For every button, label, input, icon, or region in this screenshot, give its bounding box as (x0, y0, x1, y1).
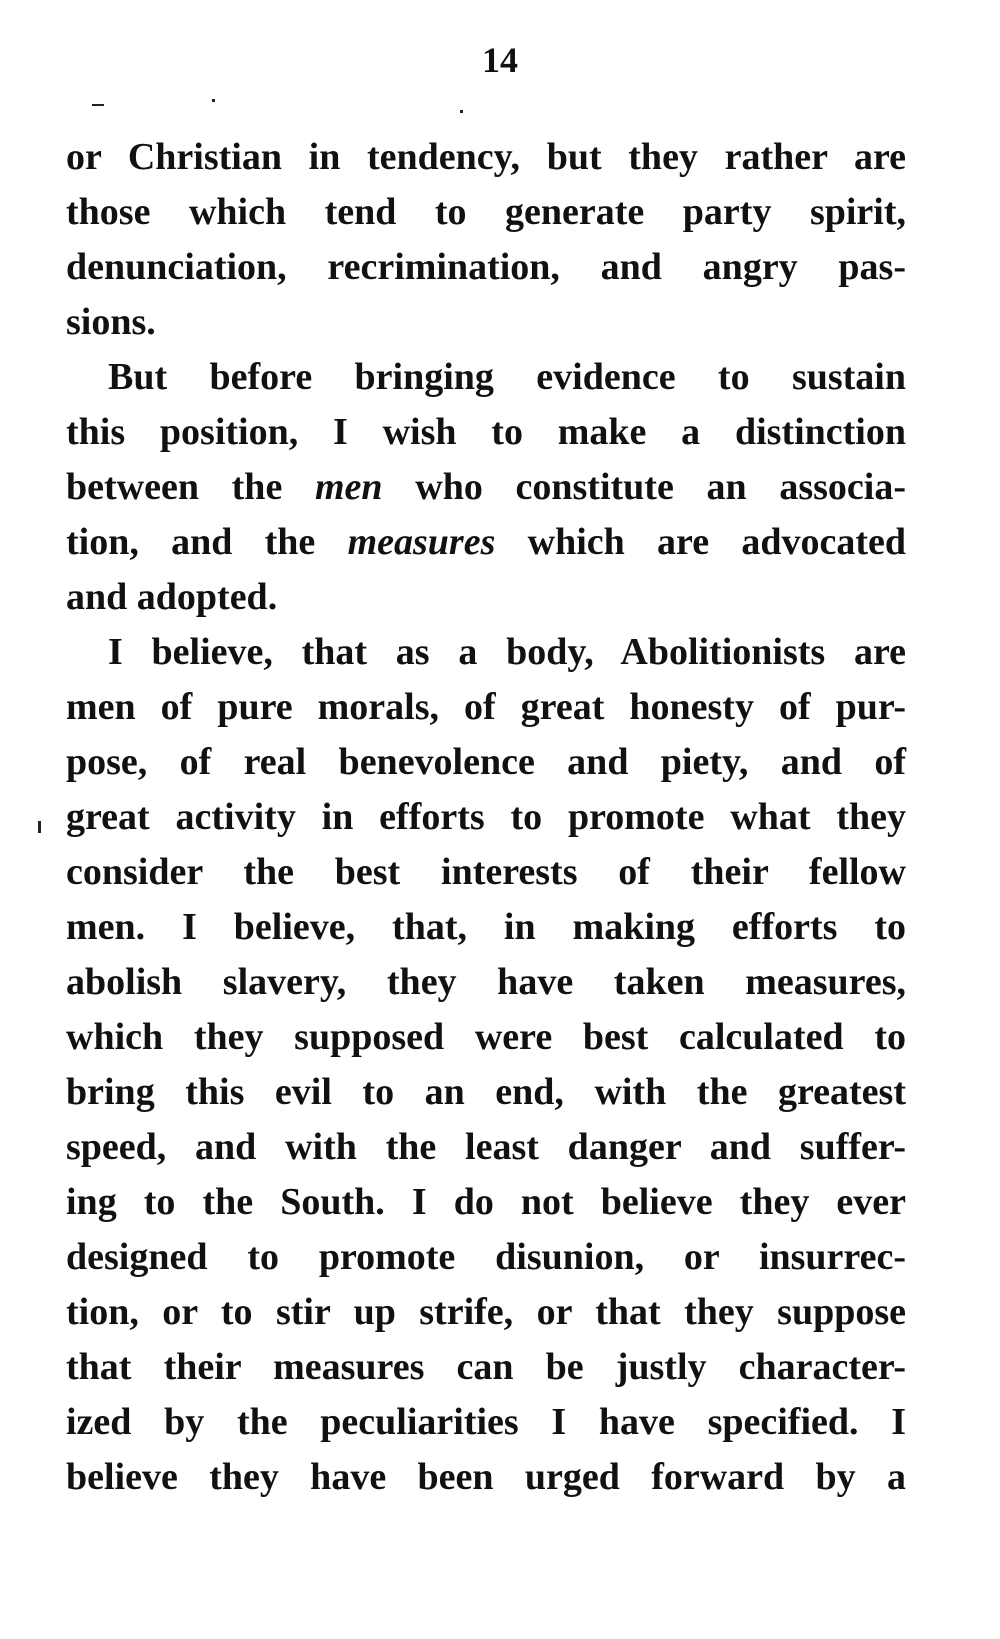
text-span: which are advocated (495, 521, 906, 563)
text-line: men. I believe, that, in making efforts to (66, 906, 906, 948)
text-line: sions. (66, 301, 156, 343)
print-speck (460, 110, 463, 113)
text-line: ized by the peculiarities I have specified. I (66, 1401, 906, 1443)
text-line: that their measures can be justly character- (66, 1346, 906, 1388)
text-line: bring this evil to an end, with the greatest (66, 1071, 906, 1113)
print-speck (38, 821, 41, 833)
text-line: tion, or to stir up strife, or that they suppose (66, 1291, 906, 1333)
text-line: this position, I wish to make a distinction (66, 411, 906, 453)
text-line: which they supposed were best calculated to (66, 1016, 906, 1058)
page-number: 14 (482, 40, 518, 80)
text-line: and adopted. (66, 576, 278, 618)
text-span: between the (66, 466, 315, 508)
text-line: or Christian in tendency, but they rather are (66, 136, 906, 178)
text-line: men of pure morals, of great honesty of pur- (66, 686, 906, 728)
text-line: speed, and with the least danger and suffer- (66, 1126, 906, 1168)
text-span: tion, and the (66, 521, 348, 563)
text-line: consider the best interests of their fellow (66, 851, 906, 893)
text-line: those which tend to generate party spirit, (66, 191, 906, 233)
text-line (66, 515, 906, 570)
text-line: designed to promote disunion, or insurrec- (66, 1236, 906, 1278)
print-speck (92, 104, 104, 106)
text-line: great activity in efforts to promote what they (66, 796, 906, 838)
text-line: But before bringing evidence to sustain (108, 356, 906, 398)
italic-word: measures (347, 521, 496, 563)
text-line: I believe, that as a body, Abolitionists are (108, 631, 906, 673)
text-line: pose, of real benevolence and piety, and of (66, 741, 906, 783)
text-line: believe they have been urged forward by a (66, 1456, 906, 1498)
text-span: who constitute an associa- (382, 466, 906, 508)
text-line: denunciation, recrimination, and angry pas- (66, 246, 906, 288)
italic-word: men (315, 466, 383, 508)
text-line (66, 460, 906, 515)
print-speck (212, 99, 215, 102)
text-line: abolish slavery, they have taken measures, (66, 961, 906, 1003)
text-line: ing to the South. I do not believe they ever (66, 1181, 906, 1223)
body-text (66, 130, 906, 1505)
